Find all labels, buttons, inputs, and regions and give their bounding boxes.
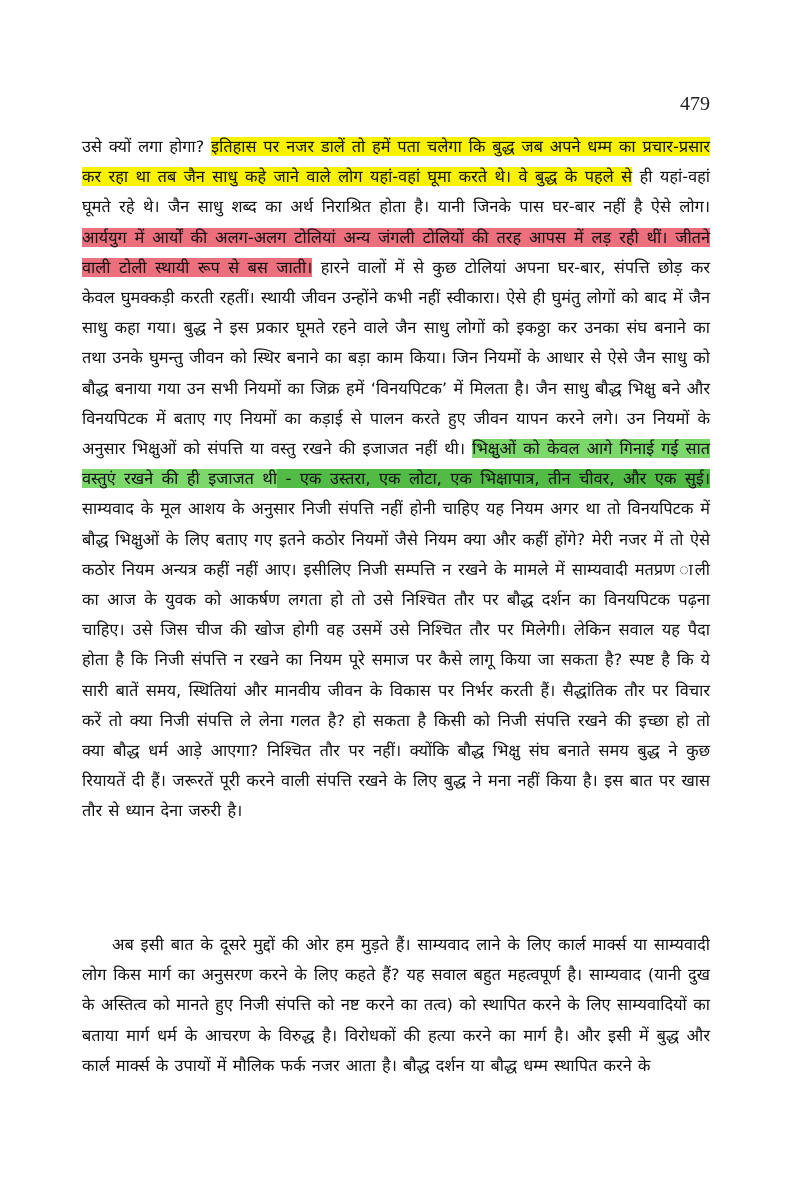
highlight-dark-green: - एक उस्तरा, एक लोटा, एक भिक्षापात्र, तीन चीवर, और एक सुई।	[277, 469, 710, 489]
paragraph-1-text-2: ही यहां-वहां घूमते रहे थे। जैन साधु शब्द का अर्थ निराश्रित होता है। यानी जिनके पास घर-बार नहीं है ऐसे लोग।	[82, 167, 711, 217]
highlight-light-green: भिक्षुओं को केवल आगे गिनाई गई सात वस्तुएं रखने की ही इजाजत थी	[82, 439, 711, 489]
paragraph-1	[82, 132, 710, 827]
paragraph-1-text-1: उसे क्यों लगा होगा?	[82, 137, 212, 156]
paragraph-1-text-4: साम्यवाद के मूल आशय के अनुसार निजी संपत्ति नहीं होनी चाहिए यह नियम अगर था तो विनयपिटक में बौद्ध भिक्षुओं के लिए बताए गए इतने कठोर नियमों जैसे नियम क्या और कहीं होंगे? मेरी नजर में तो ऐसे कठोर नियम अन्यत्र कहीं नहीं आए। इसीलिए निजी सम्पत्ति न रखने के मामले में साम्यवादी मतप्रण ाली का आज के युवक को आकर्षण लगता हो तो उसे निश्चित तौर पर बौद्ध दर्शन का विनयपिटक पढ़ना चाहिए। उसे जिस चीज की खोज होगी वह उसमें उसे निश्चित तौर पर मिलेगी। लेकिन सवाल यह पैदा होता है कि निजी संपत्ति न रखने का नियम पूरे समाज पर कैसे लागू किया जा सकता है? स्पष्ट है कि ये सारी बातें समय, स्थितियां और मानवीय जीवन के विकास पर निर्भर करती हैं। सैद्धांतिक तौर पर विचार करें तो क्या निजी संपत्ति ले लेना गलत है? हो सकता है किसी को निजी संपत्ति रखने की इच्छा हो तो क्या बौद्ध धर्म आड़े आएगा? निश्चित तौर पर नहीं। क्योंकि बौद्ध भिक्षु संघ बनाते समय बुद्ध ने कुछ रियायतें दी हैं। जरूरतें पूरी करने वाली संपत्ति रखने के लिए बुद्ध ने मना नहीं किया है। इस बात पर खास तौर से ध्यान देना जरुरी है।	[82, 499, 710, 821]
paragraph-1-text-3: हारने वालों में से कुछ टोलियां अपना घर-बार, संपत्ति छोड़ कर केवल घुमक्कड़ी करती रहतीं। स्थायी जीवन उन्होंने कभी नहीं स्वीकारा। ऐसे ही घुमंतु लोगों को बाद में जैन साधु कहा गया। बुद्ध ने इस प्रकार घूमते रहने वाले जैन साधु लोगों को इकठ्ठा कर उनका संघ बनाने का तथा उनके घुमन्तु जीवन को स्थिर बनाने का बड़ा काम किया। जिन नियमों के आधार से ऐसे जैन साधु को बौद्ध बनाया गया उन सभी नियमों का जिक्र हमें ‘विनयपिटक’ में मिलता है। जैन साधु बौद्ध भिक्षु बने और विनयपिटक में बताए गए नियमों का कड़ाई से पालन करते हुए जीवन यापन करने लगे। उन नियमों के अनुसार भिक्षुओं को संपत्ति या वस्तु रखने की इजाजत नहीं थी।	[82, 257, 710, 459]
page-number: 479	[680, 93, 710, 115]
highlight-red: आर्ययुग में आर्यों की अलग-अलग टोलियां अन्य जंगली टोलियों की तरह आपस में लड़ रही थीं। जीतने वाली टोली स्थायी रूप से बस जाती।	[82, 227, 710, 277]
highlight-yellow: इतिहास पर नजर डालें तो हमें पता चलेगा कि बुद्ध जब अपने धम्म का प्रचार-प्रसार कर रहा था तब जैन साधु कहे जाने वाले लोग यहां-वहां घूमा करते थे। वे बुद्ध के पहले से	[82, 137, 710, 187]
paragraph-2: अब इसी बात के दूसरे मुद्दों की ओर हम मुड़ते हैं। साम्यवाद लाने के लिए कार्ल मार्क्स या साम्यवादी लोग किस मार्ग का अनुसरण करने के लिए कहते हैं? यह सवाल बहुत महत्वपूर्ण है। साम्यवाद (यानी दुख के अस्तित्व को मानते हुए निजी संपत्ति को नष्ट करने का तत्व) को स्थापित करने के लिए साम्यवादियों का बताया मार्ग धर्म के आचरण के विरुद्ध है। विरोधकों की हत्या करने का मार्ग है। और इसी में बुद्ध और कार्ल मार्क्स के उपायों में मौलिक फर्क नजर आता है। बौद्ध दर्शन या बौद्ध धम्म स्थापित करने के	[82, 935, 710, 1075]
